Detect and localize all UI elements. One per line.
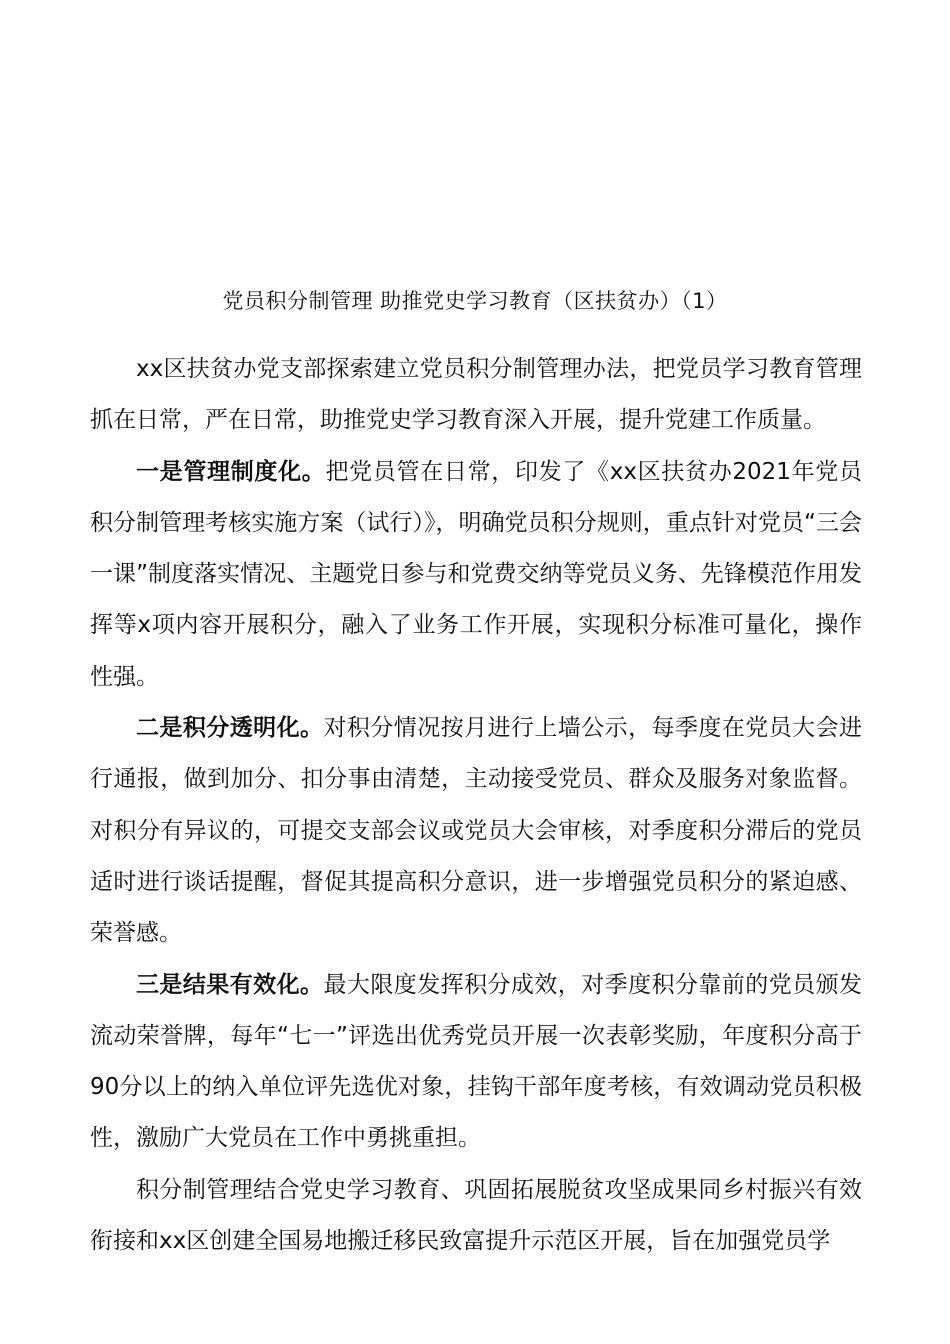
document-body (90, 344, 862, 1267)
paragraph-intro-text: xx区扶贫办党支部探索建立党员积分制管理办法，把党员学习教育管理抓在日常，严在日常，助推党史学习教育深入开展，提升党建工作质量。 (90, 356, 862, 434)
paragraph-management (90, 447, 862, 703)
paragraph-results-text: 最大限度发挥积分成效，对季度积分靠前的党员颁发流动荣誉牌，每年“七一”评选出优秀党员开展一次表彰奖励，年度积分高于90分以上的纳入单位评先选优对象，挂钩干部年度考核，有效调动党员积极性，激励广大党员在工作中勇挑重担。 (90, 971, 863, 1152)
paragraph-intro (90, 344, 862, 447)
paragraph-conclusion (90, 1165, 862, 1268)
paragraph-transparency (90, 703, 862, 959)
document-title: 党员积分制管理 助推党史学习教育（区扶贫办）（1） (222, 289, 728, 313)
paragraph-transparency-text: 对积分情况按月进行上墙公示，每季度在党员大会进行通报，做到加分、扣分事由清楚，主动接受党员、群众及服务对象监督。对积分有异议的，可提交支部会议或党员大会审核，对季度积分滞后的党员适时进行谈话提醒，督促其提高积分意识，进一步增强党员积分的紧迫感、荣誉感。 (90, 715, 863, 947)
paragraph-management-lead: 一是管理制度化。 (136, 458, 326, 485)
paragraph-results (90, 960, 862, 1165)
paragraph-management-text: 把党员管在日常，印发了《xx区扶贫办2021年党员积分制管理考核实施方案（试行）》，明确党员积分规则，重点针对党员“三会一课”制度落实情况、主题党日参与和党费交纳等党员义务、先锋模范作用发挥等x项内容开展积分，融入了业务工作开展，实现积分标准可量化，操作性强。 (90, 458, 862, 690)
paragraph-conclusion-text: 积分制管理结合党史学习教育、巩固拓展脱贫攻坚成果同乡村振兴有效衔接和xx区创建全国易地搬迁移民致富提升示范区开展，旨在加强党员学 (90, 1176, 862, 1255)
paragraph-transparency-lead: 二是积分透明化。 (136, 715, 324, 742)
paragraph-results-lead: 三是结果有效化。 (136, 971, 324, 998)
